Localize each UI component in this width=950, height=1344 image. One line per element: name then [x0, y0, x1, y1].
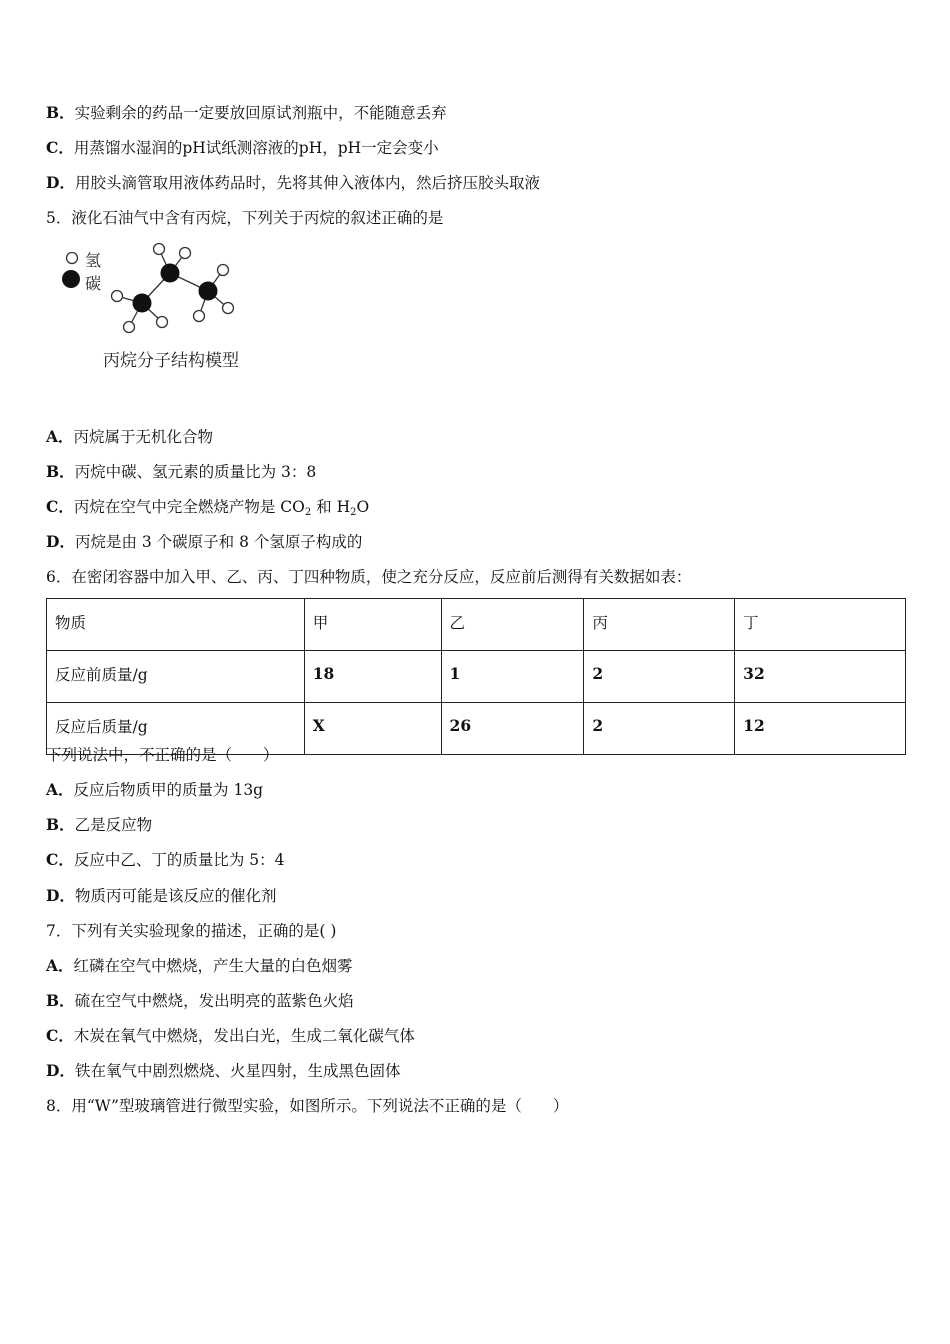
- q6-option-c: [46, 850, 285, 870]
- option-text: O: [356, 498, 370, 516]
- table-cell: 2: [584, 703, 735, 755]
- table-cell: 26: [441, 703, 584, 755]
- hydrogen-legend-icon: [67, 253, 78, 264]
- q6-option-b: [46, 815, 152, 835]
- q7-option-b: [46, 991, 354, 1011]
- table-cell: 1: [441, 651, 584, 703]
- table-header-cell: 丙: [584, 599, 735, 651]
- legend-hydrogen-label: 氢: [85, 251, 102, 270]
- table-header-row: [47, 599, 906, 651]
- option-label: B．: [46, 103, 75, 122]
- table-cell: 32: [735, 651, 906, 703]
- subscript: 2: [350, 507, 357, 518]
- option-label: C．: [46, 850, 74, 869]
- option-text: 用胶头滴管取用液体药品时，先将其伸入液体内，然后挤压胶头取液: [74, 174, 540, 192]
- q7-stem: 7．下列有关实验现象的描述，正确的是( ): [46, 922, 337, 940]
- propane-model-figure: [56, 240, 256, 375]
- hydrogen-atom: [194, 311, 205, 322]
- q4-option-b: [46, 103, 447, 123]
- option-text: 反应中乙、丁的质量比为 5：4: [73, 851, 285, 869]
- table-cell: 反应后质量/g: [47, 703, 305, 755]
- option-label: C．: [46, 497, 74, 516]
- option-text: 反应后物质甲的质量为 13g: [73, 781, 264, 799]
- subscript: 2: [304, 507, 312, 518]
- option-label: A．: [46, 427, 74, 446]
- hydrogen-atom: [180, 248, 191, 259]
- option-label: D．: [46, 886, 75, 905]
- option-label: B．: [46, 815, 75, 834]
- option-text: 硫在空气中燃烧，发出明亮的蓝紫色火焰: [74, 992, 354, 1010]
- q7-option-a: [46, 956, 353, 976]
- hydrogen-atom: [218, 265, 229, 276]
- option-label: C．: [46, 1026, 74, 1045]
- option-label: D．: [46, 173, 75, 192]
- table-header-cell: 物质: [47, 599, 305, 651]
- table-cell: X: [304, 703, 441, 755]
- q5-option-b: [46, 462, 316, 482]
- q5-option-a: [46, 427, 213, 447]
- table-cell: 12: [735, 703, 906, 755]
- hydrogen-atom: [157, 317, 168, 328]
- option-text: 铁在氧气中剧烈燃烧、火星四射，生成黑色固体: [74, 1062, 401, 1080]
- q6-prompt: 下列说法中，不正确的是（ ）: [46, 746, 279, 764]
- hydrogen-atom: [112, 291, 123, 302]
- table-header-cell: 乙: [441, 599, 584, 651]
- table-cell: 18: [304, 651, 441, 703]
- option-text: 木炭在氧气中燃烧，发出白光，生成二氧化碳气体: [73, 1027, 415, 1045]
- q5-option-c: [46, 497, 369, 523]
- q8-stem: 8．用“W”型玻璃管进行微型实验，如图所示。下列说法不正确的是（ ）: [46, 1097, 569, 1115]
- table-header-cell: 甲: [304, 599, 441, 651]
- q4-option-c: [46, 138, 439, 158]
- carbon-atom: [161, 264, 180, 283]
- q6-stem: 6．在密闭容器中加入甲、乙、丙、丁四种物质，使之充分反应，反应前后测得有关数据如表：: [46, 568, 692, 586]
- q7-option-c: [46, 1026, 415, 1046]
- option-text: 物质丙可能是该反应的催化剂: [74, 887, 277, 905]
- option-label: A．: [46, 780, 74, 799]
- q7-option-d: [46, 1061, 400, 1081]
- carbon-legend-icon: [62, 270, 80, 288]
- mass-data-table: [46, 598, 906, 755]
- hydrogen-atom: [124, 322, 135, 333]
- option-text: 实验剩余的药品一定要放回原试剂瓶中，不能随意丢弃: [74, 104, 447, 122]
- q6-option-d: [46, 886, 276, 906]
- q4-option-d: [46, 173, 540, 193]
- option-text: 丙烷中碳、氢元素的质量比为 3：8: [74, 463, 317, 481]
- option-label: B．: [46, 462, 75, 481]
- option-text: 和 H: [311, 498, 351, 516]
- option-text: 红磷在空气中燃烧，产生大量的白色烟雾: [73, 957, 353, 975]
- table-cell: 2: [584, 651, 735, 703]
- option-label: B．: [46, 991, 75, 1010]
- option-text: 丙烷在空气中完全燃烧产物是 CO: [73, 498, 305, 516]
- q6-option-a: [46, 780, 263, 800]
- hydrogen-atom: [223, 303, 234, 314]
- carbon-atom: [199, 282, 218, 301]
- option-text: 用蒸馏水湿润的pH试纸测溶液的pH，pH一定会变小: [73, 139, 439, 157]
- option-text: 乙是反应物: [74, 816, 153, 834]
- option-label: C．: [46, 138, 74, 157]
- option-label: D．: [46, 532, 75, 551]
- table-cell: 反应前质量/g: [47, 651, 305, 703]
- table-row: [47, 651, 906, 703]
- option-text: 丙烷属于无机化合物: [73, 428, 214, 446]
- hydrogen-atom: [154, 244, 165, 255]
- legend-carbon-label: 碳: [85, 274, 102, 293]
- option-label: A．: [46, 956, 74, 975]
- q5-stem: 5．液化石油气中含有丙烷，下列关于丙烷的叙述正确的是: [46, 209, 444, 227]
- option-label: D．: [46, 1061, 75, 1080]
- option-text: 丙烷是由 3 个碳原子和 8 个氢原子构成的: [74, 533, 363, 551]
- table-header-cell: 丁: [735, 599, 906, 651]
- figure-caption: 丙烷分子结构模型: [103, 351, 239, 371]
- carbon-atom: [133, 294, 152, 313]
- q5-option-d: [46, 532, 362, 552]
